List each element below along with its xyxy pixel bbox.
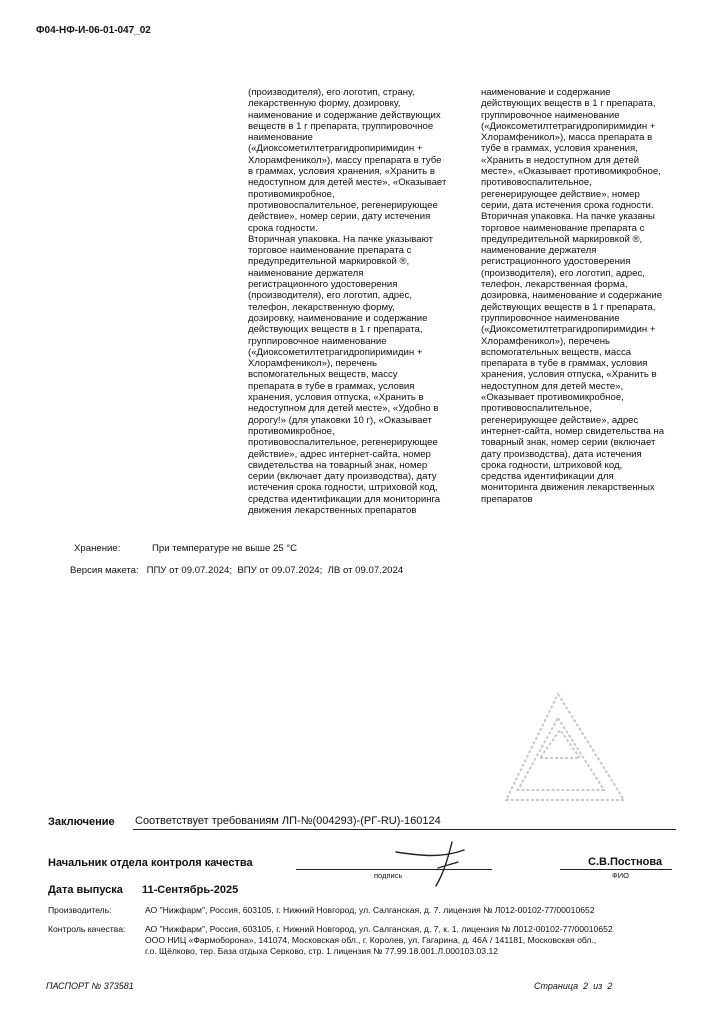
storage-value: При температуре не выше 25 °С	[152, 543, 298, 554]
manufacturer-value: АО "Нижфарм", Россия, 603105, г. Нижний Новгород, ул. Салганская, д. 7. лицензия № Л012-00102-77/00010652	[145, 905, 595, 915]
conclusion-value: Соответствует требованиям ЛП-№(004293)-(РГ-RU)-160124	[135, 815, 441, 827]
release-date-value: 11-Сентябрь-2025	[142, 884, 239, 896]
document-code: Ф04-НФ-И-06-01-047_02	[36, 25, 151, 36]
manufacturer-label: Производитель:	[48, 905, 112, 915]
chief-qc-label: Начальник отдела контроля качества	[48, 857, 253, 869]
release-date-label: Дата выпуска	[48, 884, 123, 896]
quality-control-label: Контроль качества:	[48, 924, 126, 934]
conclusion-underline	[133, 829, 676, 830]
signature-caption: подпись	[374, 871, 403, 880]
faded-triangle-stamp	[500, 688, 630, 808]
name-line	[560, 869, 672, 870]
name-caption: ФИО	[612, 871, 629, 880]
conclusion-label: Заключение	[48, 816, 115, 828]
storage-label: Хранение:	[74, 543, 121, 554]
signatory-name: С.В.Постнова	[588, 856, 663, 868]
quality-control-value: АО "Нижфарм", Россия, 603105, г. Нижний Новгород, ул. Салганская, д. 7, к. 1, лицензия № Л012-00102-77/00010652 ООО НИЦ «Фармоборона», 141074, Московская обл., г. Королев, ул. Гагарина, д. 46А / 141181, Московская обл., г.о. Щёлково, тер. База отдыха Серково, стр. 1 лицензия № 77.99.18.001.Л.000103.03.12	[145, 924, 613, 956]
packaging-text-left-column: (производителя), его логотип, страну, лекарственную форму, дозировку, наименование и содержание действующих веществ в 1 г препарата, группировочное наименование («Диоксометилтетрагидропиримидин + Хлорамфеникол»), массу препарата в тубе в граммах, условия хранения, «Хранить в недоступном для детей месте», «Оказывает противомикробное, противовоспалительное, регенерирующее действие», номер серии, дату истечения срока годности. Вторичная упаковка. На пачке указывают торговое наименование препарата с предупредительной маркировкой ®, наименование держателя регистрационного удостоверения (производителя), его логотип, адрес, телефон, лекарственную форму, дозировку, наименование и содержание действующих веществ в 1 г препарата, группировочное наименование («Диоксометилтетрагидропиримидин + Хлорамфеникол»), перечень вспомогательных веществ, массу препарата в тубе в граммах, условия хранения, условия отпуска, «Хранить в недоступном для детей месте», «Удобно в дорогу!» (для упаковки 10 г), «Оказывает противомикробное, противовоспалительное, регенерирующее действие», адрес интернет-сайта, номер свидетельства на товарный знак, номер серии (включает дату производства), дату истечения срока годности, штриховой код, средства идентификации для мониторинга движения лекарственных препаратов	[248, 87, 447, 516]
packaging-text-right-column: наименование и содержание действующих веществ в 1 г препарата, группировочное наименование («Диоксометилтетрагидропиримидин + Хлорамфеникол»), масса препарата в тубе в граммах, условия хранения, «Хранить в недоступном для детей месте», «Оказывает противомикробное, противовоспалительное, регенерирующее действие», номер серии, дата истечения срока годности. Вторичная упаковка. На пачке указаны торговое наименование препарата с предупредительной маркировкой ®, наименование держателя регистрационного удостоверения (производителя), его логотип, адрес, телефон, лекарственная форма, дозировка, наименование и содержание действующих веществ в 1 г препарата, группировочное наименование («Диоксометилтетрагидропиримидин + Хлорамфеникол»), перечень вспомогательных веществ, масса препарата в тубе в граммах, условия хранения, условия отпуска, «Хранить в недоступном для детей месте», «Оказывает противомикробное, противовоспалительное, регенерирующее действие», адрес интернет-сайта, номер свидетельства на товарный знак, номер серии (включает дату производства), дата истечения срока годности, штриховой код, средства идентификации для мониторинга движения лекарственных препаратов	[481, 87, 665, 505]
layout-version-line: Версия макета: ППУ от 09.07.2024; ВПУ от 09.07.2024; ЛВ от 09.07.2024	[70, 565, 404, 576]
passport-number: ПАСПОРТ № 373581	[46, 981, 134, 991]
page-number: Страница 2 из 2	[534, 981, 613, 991]
handwritten-signature	[392, 838, 487, 890]
